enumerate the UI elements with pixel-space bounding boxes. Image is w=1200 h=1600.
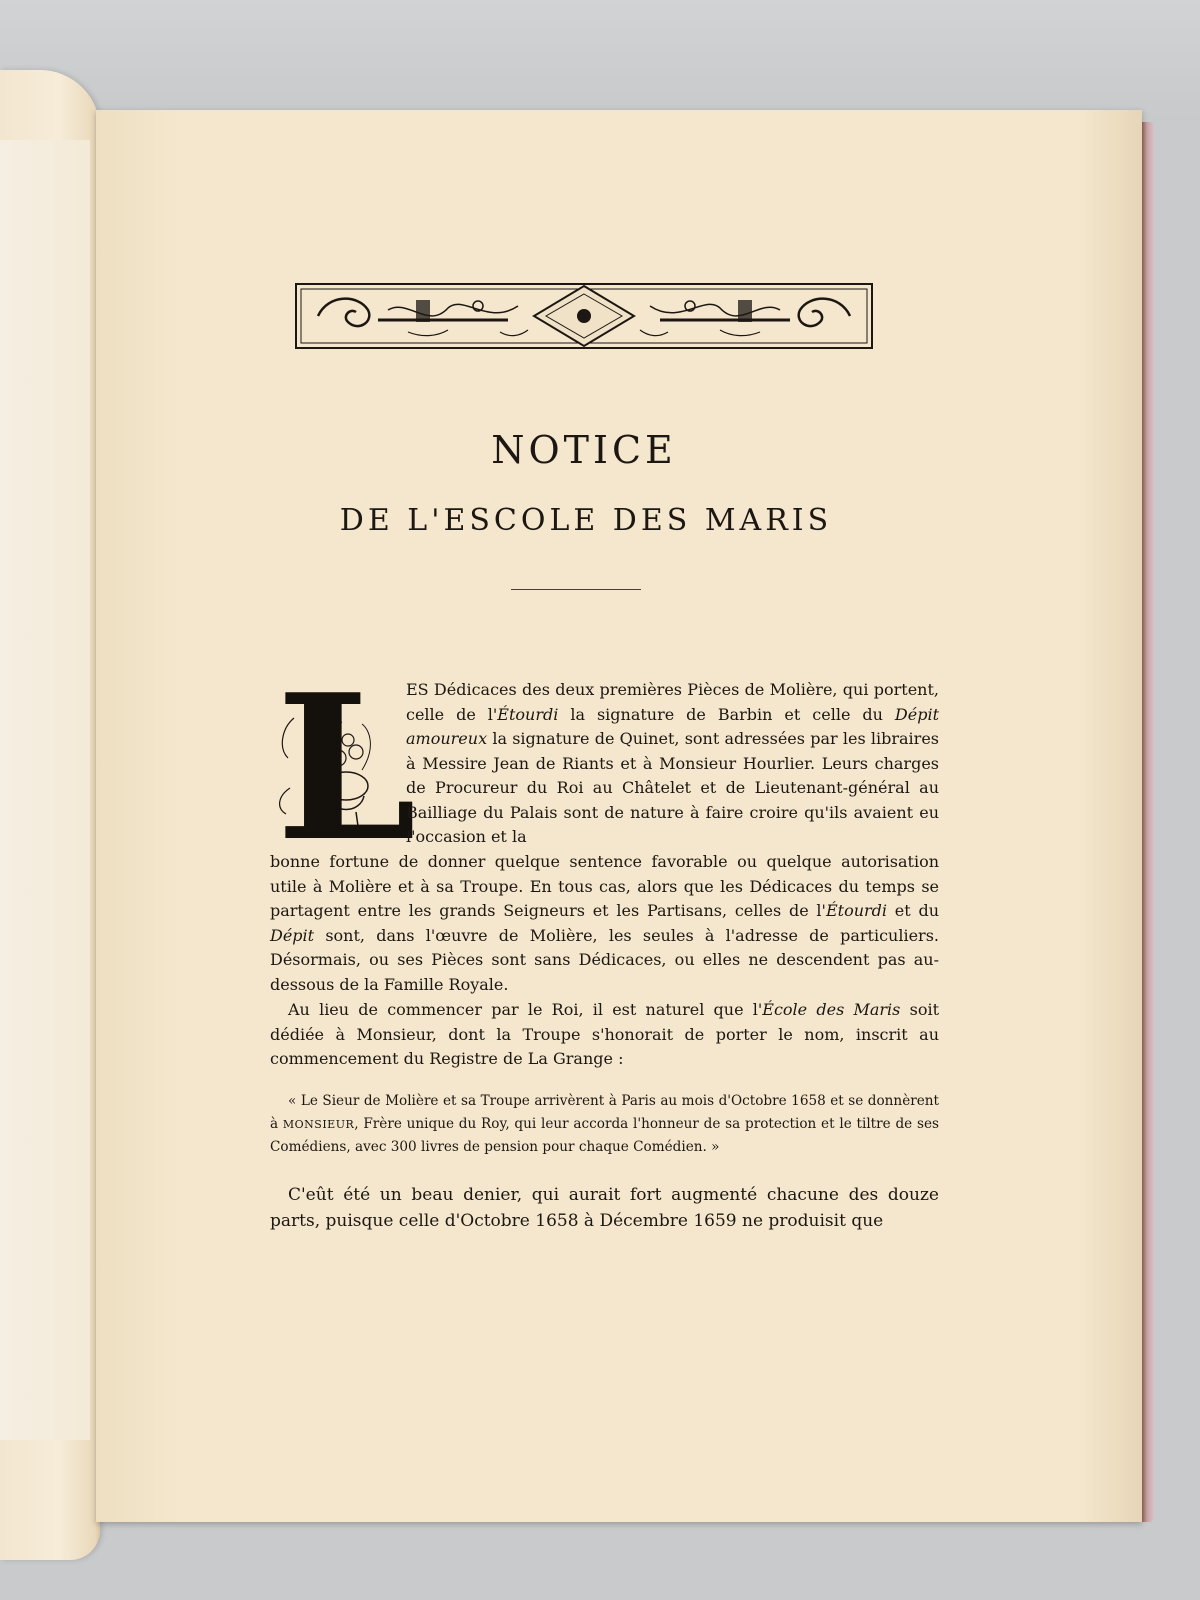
page-title: NOTICE [491, 428, 677, 472]
paragraph-3: C'eût été un beau denier, qui aurait fort augmenté chacune des douze parts, puisque celle d'Octobre 1658 à Décembre 1659 ne produisit que [270, 1185, 939, 1231]
page-subtitle: DE L'ESCOLE DES MARIS [339, 503, 833, 538]
paragraph-1-opening: ES Dédicaces des deux premières Pièces de Molière, qui portent, celle de l'Étourdi la signature de Barbin et celle du Dépit amoureux la signature de Quinet, sont adressées par les libraires à Messire Jean de Riants et à Monsieur Hourlier. Leurs charges de Procureur du Roi au Châtelet et de Lieutenant-général au Bailliage du Palais sont de nature à faire croire qu'ils avaient eu l'occasion et la [406, 680, 939, 846]
page-content [96, 110, 1142, 1522]
paragraph-1-continued: bonne fortune de donner quelque sentence favorable ou quelque autorisation utile à Molière et à sa Troupe. En tous cas, alors que les Dédicaces du temps se partagent entre les grands Seigneurs et les Partisans, celles de l'Étourdi et du Dépit sont, dans l'œuvre de Molière, les seules à l'adresse de particuliers. Désormais, ou ses Pièces sont sans Dédicaces, ou elles ne descendent pas au-dessous de la Famille Royale. [270, 852, 939, 994]
drop-cap-letter: L [276, 651, 417, 886]
left-page [0, 70, 100, 1560]
ornamental-headpiece [288, 280, 880, 352]
left-page-inner [0, 140, 90, 1440]
block-quote: « Le Sieur de Molière et sa Troupe arrivèrent à Paris au mois d'Octobre 1658 et se donnèrent à MONSIEUR, Frère unique du Roy, qui leur accorda l'honneur de sa protection et le tiltre de ses Comédiens, avec 300 livres de pension pour chaque Comédien. » [270, 1093, 939, 1155]
paragraph-2: Au lieu de commencer par le Roi, il est naturel que l'École des Maris soit dédiée à Monsieur, dont la Troupe s'honorait de porter le nom, inscrit au commencement du Registre de La Grange : [270, 1000, 939, 1068]
book-page [96, 110, 1142, 1522]
drop-cap-illustration [272, 651, 417, 886]
backdrop [0, 0, 1200, 120]
title-rule [511, 589, 641, 590]
